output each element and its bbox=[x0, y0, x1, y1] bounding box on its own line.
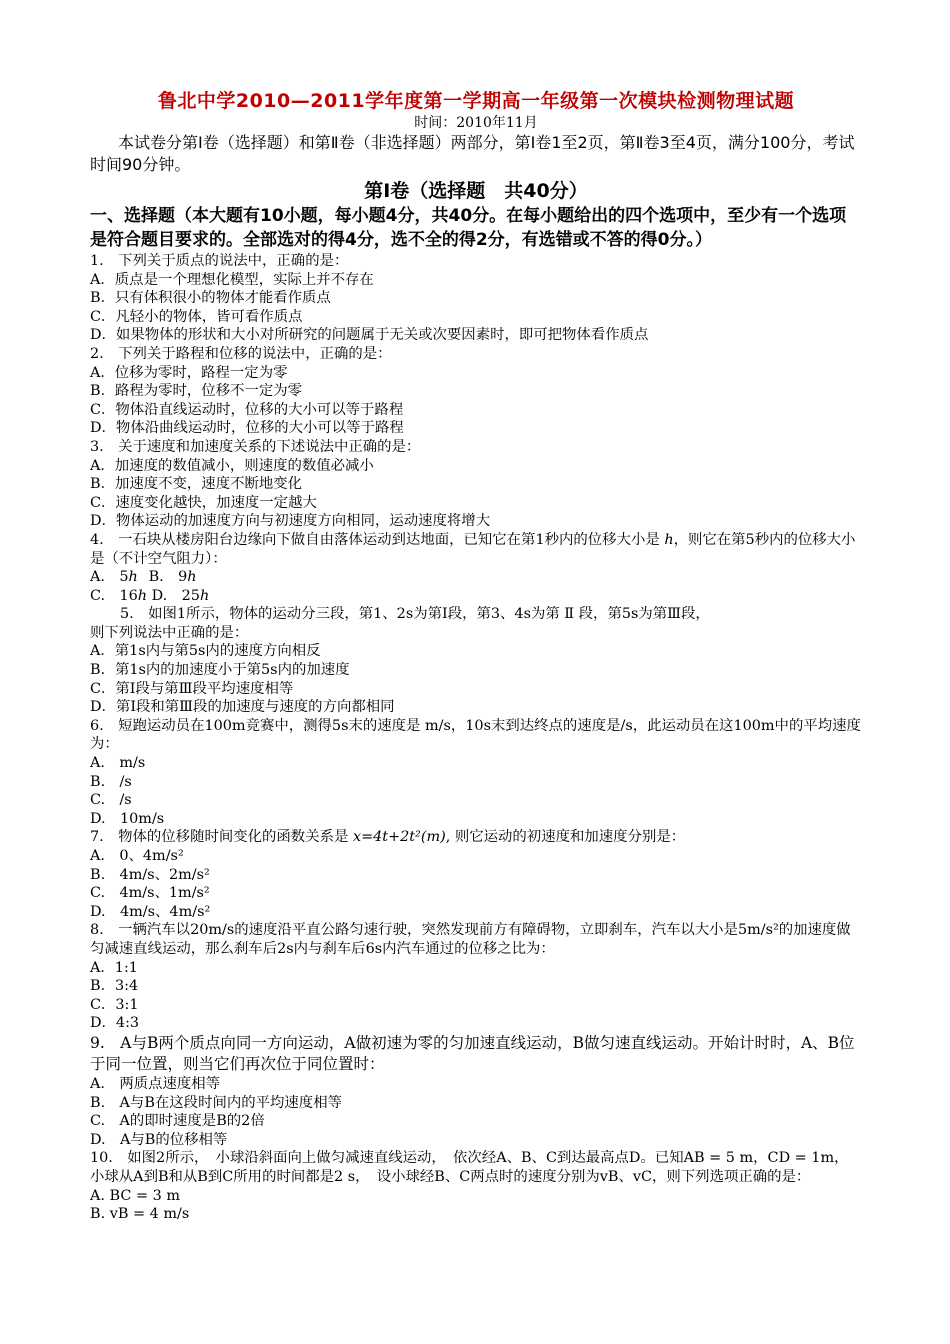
exam-page bbox=[90, 88, 862, 1224]
option-b: B. vB = 4 m/s bbox=[90, 1206, 190, 1223]
question-stem: 5. 如图1所示，物体的运动分三段，第1、2s为第Ⅰ段，第3、4s为第 Ⅱ 段，第5s为第Ⅲ段， bbox=[120, 606, 710, 623]
option-c: C．凡轻小的物体，皆可看作质点 bbox=[90, 308, 303, 325]
option-c: C. 16h bbox=[90, 587, 148, 604]
question-3 bbox=[90, 438, 862, 531]
option-d: D. A与B的位移相等 bbox=[90, 1131, 228, 1148]
option-c: C．物体沿直线运动时，位移的大小可以等于路程 bbox=[90, 401, 404, 418]
option-d: D．如果物体的形状和大小对所研究的问题属于无关或次要因素时，即可把物体看作质点 bbox=[90, 327, 649, 344]
option-a: A．第1s内与第5s内的速度方向相反 bbox=[90, 643, 321, 660]
question-stem: 2. 下列关于路程和位移的说法中，正确的是： bbox=[90, 345, 392, 362]
question-stem: 10. 如图2所示， 小球沿斜面向上做匀减速直线运动， 依次经A、B、C到达最高点D。已知AB = 5 m，CD = 1m， 小球从A到B和从B到C所用的时间都是2 s， 设小球经B、C两点时的速度分别为vB、vC，则下列选项正确的是： bbox=[90, 1150, 856, 1185]
options-row-2 bbox=[90, 587, 862, 606]
stem-part-1: 4. 一石块从楼房阳台边缘向下做自由落体运动到达地面，已知它在第1秒内的位移大小是 bbox=[90, 531, 665, 548]
option-b: B．3:4 bbox=[90, 978, 139, 995]
option-d: D．物体运动的加速度方向与初速度方向相同，运动速度将增大 bbox=[90, 513, 491, 530]
question-stem: 1. 下列关于质点的说法中，正确的是： bbox=[90, 253, 349, 269]
variable-h: h bbox=[664, 531, 674, 548]
option-c: C．速度变化越快，加速度一定越大 bbox=[90, 494, 317, 511]
question-1 bbox=[90, 252, 862, 345]
option-b: B. 9h bbox=[148, 569, 197, 586]
question-stem-continued: 则下列说法中正确的是： bbox=[90, 624, 249, 641]
option-d: D．4:3 bbox=[90, 1015, 140, 1032]
option-c: C．第Ⅰ段与第Ⅲ段平均速度相等 bbox=[90, 680, 294, 697]
option-c: C．3:1 bbox=[90, 996, 139, 1013]
section-title: 一、选择题（本大题有10小题，每小题4分，共40分。在每小题给出的四个选项中，至少有一个选项是符合题目要求的。全部选对的得4分，选不全的得2分，有选错或不答的得0分。） bbox=[90, 206, 847, 250]
option-c: C. A的即时速度是B的2倍 bbox=[90, 1113, 265, 1130]
option-d: D．第Ⅰ段和第Ⅲ段的加速度与速度的方向都相同 bbox=[90, 699, 395, 716]
option-b: B. A与B在这段时间内的平均速度相等 bbox=[90, 1094, 342, 1111]
volume-title: 第Ⅰ卷（选择题 共40分） bbox=[364, 180, 588, 202]
option-d: D. 4m/s、4m/s² bbox=[90, 903, 211, 920]
option-a: A．加速度的数值减小，则速度的数值必减小 bbox=[90, 457, 374, 474]
question-stem: 7. 物体的位移随时间变化的函数关系是 x=4t+2t²(m), 则它运动的初速度和加速度分别是： bbox=[90, 829, 686, 846]
question-stem: 9. A与B两个质点向同一方向运动，A做初速为零的匀加速直线运动，B做匀速直线运动。开始计时时，A、B位于同一位置，则当它们再次位于同位置时： bbox=[90, 1033, 855, 1073]
question-5 bbox=[90, 605, 862, 717]
option-a: A. 两质点速度相等 bbox=[90, 1075, 221, 1092]
question-6 bbox=[90, 717, 862, 829]
exam-intro: 本试卷分第Ⅰ卷（选择题）和第Ⅱ卷（非选择题）两部分，第Ⅰ卷1至2页，第Ⅱ卷3至4页，满分100分，考试时间90分钟。 bbox=[90, 133, 855, 174]
option-a: A. BC = 3 m bbox=[90, 1187, 180, 1204]
question-9 bbox=[90, 1033, 862, 1149]
formula: x=4t+2t²(m) bbox=[352, 829, 446, 846]
option-b: B. /s bbox=[90, 773, 132, 790]
question-stem bbox=[90, 531, 862, 568]
option-d: D. 25h bbox=[151, 587, 210, 604]
question-4 bbox=[90, 531, 862, 605]
options-row-1 bbox=[90, 568, 862, 587]
question-10 bbox=[90, 1149, 862, 1223]
question-stem: 3. 关于速度和加速度关系的下述说法中正确的是： bbox=[90, 438, 421, 455]
question-2 bbox=[90, 345, 862, 438]
question-7 bbox=[90, 828, 862, 921]
option-b: B．加速度不变，速度不断地变化 bbox=[90, 476, 303, 493]
option-a: A．位移为零时，路程一定为零 bbox=[90, 364, 288, 381]
option-a: A．质点是一个理想化模型，实际上并不存在 bbox=[90, 271, 374, 288]
exam-time: 时间：2010年11月 bbox=[414, 115, 538, 131]
question-stem: 8. 一辆汽车以20m/s的速度沿平直公路匀速行驶，突然发现前方有障碍物，立即刹车，汽车以大小是5m/s²的加速度做匀减速直线运动，那么刹车后2s内与刹车后6s内汽车通过的位移之比为： bbox=[90, 922, 851, 957]
stem-part-2: ，则它在第5秒内的位移大小是（不计空气阻力）： bbox=[90, 531, 856, 567]
option-b: B. 4m/s、2m/s² bbox=[90, 866, 210, 883]
page-title: 鲁北中学2010—2011学年度第一学期高一年级第一次模块检测物理试题 bbox=[157, 90, 795, 112]
option-a: A．1:1 bbox=[90, 959, 138, 976]
question-8 bbox=[90, 921, 862, 1033]
option-b: B．路程为零时，位移不一定为零 bbox=[90, 383, 303, 400]
option-c: C. /s bbox=[90, 792, 132, 809]
option-a: A. 0、4m/s² bbox=[90, 848, 184, 864]
option-c: C. 4m/s、1m/s² bbox=[90, 885, 210, 902]
option-a: A. m/s bbox=[90, 755, 146, 772]
question-stem: 6. 短跑运动员在100m竞赛中，测得5s末的速度是 m/s，10s末到达终点的速度是/s，此运动员在这100m中的平均速度为： bbox=[90, 717, 861, 753]
option-d: D. 10m/s bbox=[90, 810, 165, 827]
option-d: D．物体沿曲线运动时，位移的大小可以等于路程 bbox=[90, 420, 404, 437]
option-b: B．第1s内的加速度小于第5s内的加速度 bbox=[90, 662, 350, 679]
option-a: A. 5h bbox=[90, 569, 138, 586]
option-b: B．只有体积很小的物体才能看作质点 bbox=[90, 290, 331, 307]
